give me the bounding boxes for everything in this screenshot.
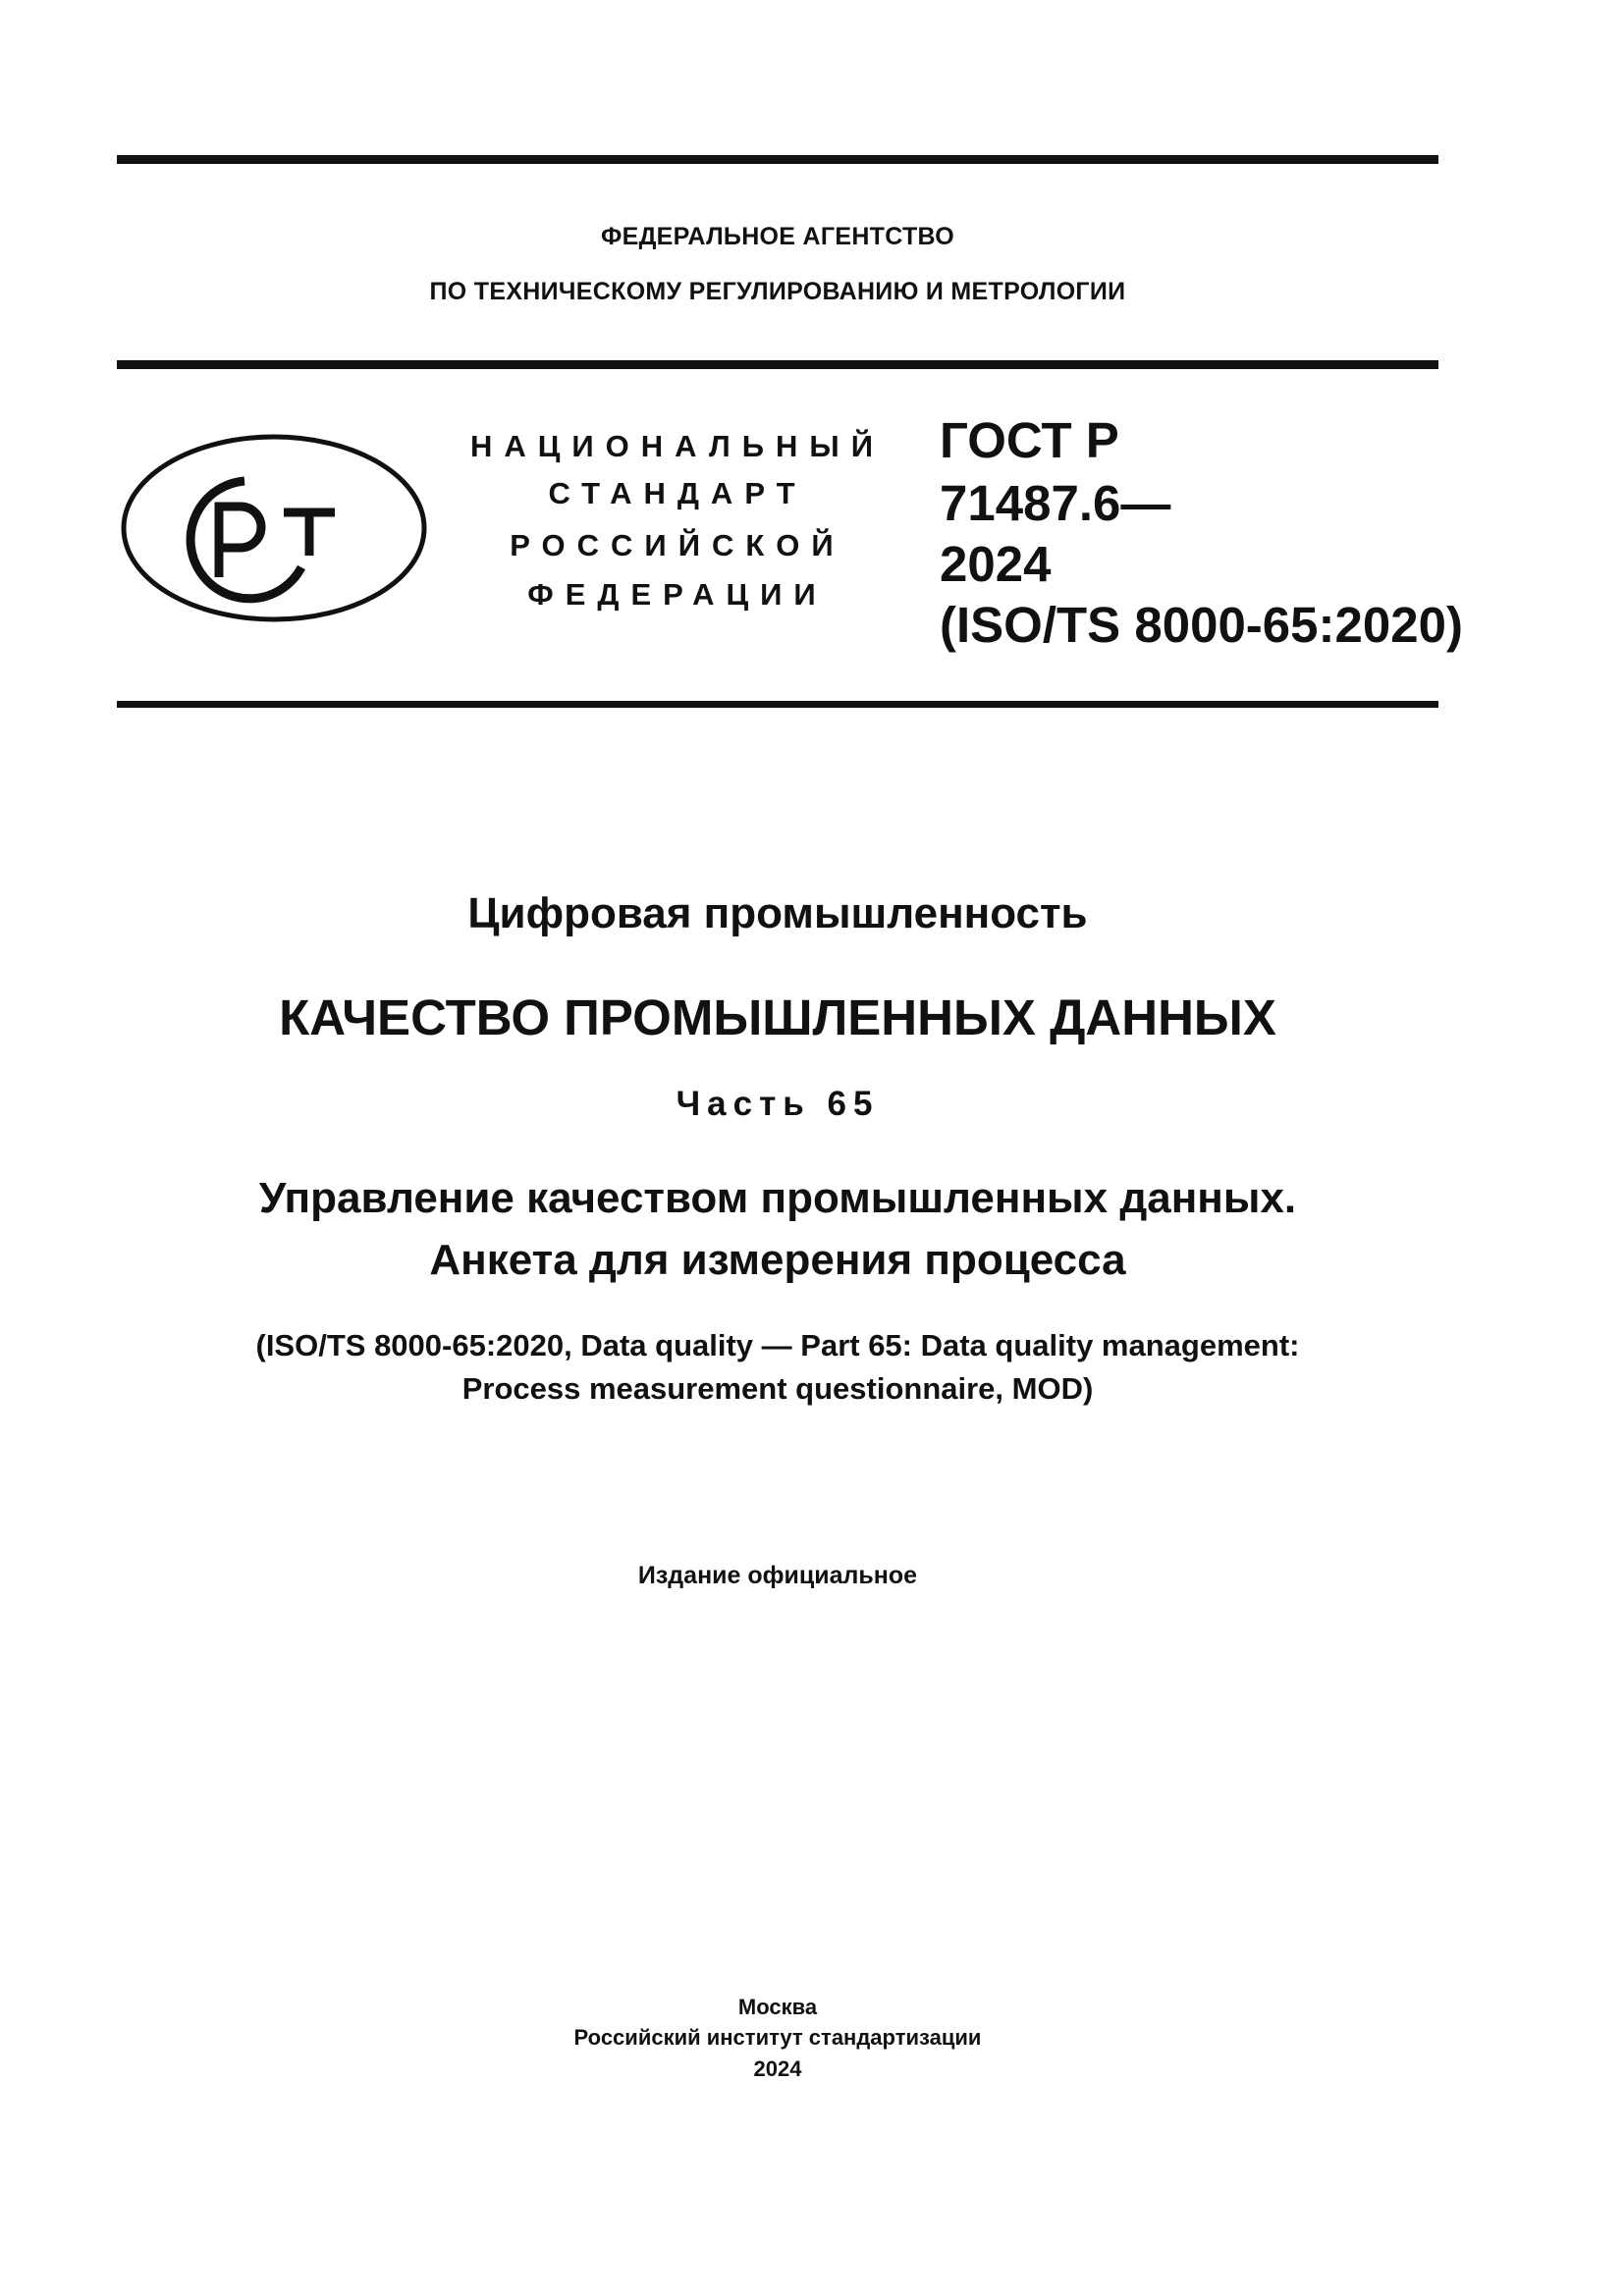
- document-subtitle-line-2: Анкета для измерения процесса: [429, 1236, 1126, 1284]
- standard-type-line-3: РОССИЙСКОЙ: [510, 528, 845, 562]
- international-reference-line-1: (ISO/TS 8000-65:2020, Data quality — Part 65: Data quality management:: [255, 1328, 1300, 1362]
- top-divider: [117, 155, 1438, 164]
- agency-name-line-1: ФЕДЕРАЛЬНОЕ АГЕНТСТВО: [600, 223, 955, 250]
- document-part: Часть 65: [676, 1085, 880, 1123]
- international-reference-line-2: Process measurement questionnaire, MOD): [461, 1371, 1094, 1406]
- designation-line-3: 2024: [940, 536, 1052, 592]
- designation-line-4: (ISO/TS 8000-65:2020): [940, 597, 1463, 653]
- document-title: КАЧЕСТВО ПРОМЫШЛЕННЫХ ДАННЫХ: [279, 989, 1276, 1045]
- designation-line-1: ГОСТ Р: [940, 412, 1119, 468]
- publisher-institute: Российский институт стандартизации: [573, 2025, 982, 2050]
- agency-name-line-2: ПО ТЕХНИЧЕСКОМУ РЕГУЛИРОВАНИЮ И МЕТРОЛОГИИ: [429, 278, 1126, 305]
- designation-line-2: 71487.6—: [940, 475, 1171, 531]
- publisher-city: Москва: [737, 1995, 818, 2019]
- standard-type-line-2: СТАНДАРТ: [548, 476, 807, 510]
- middle-divider: [117, 360, 1438, 369]
- standard-type-line-1: НАЦИОНАЛЬНЫЙ: [469, 429, 886, 463]
- publisher-year: 2024: [753, 2056, 802, 2081]
- document-subtitle-line-1: Управление качеством промышленных данных.: [258, 1174, 1297, 1222]
- edition-label: Издание официальное: [637, 1562, 918, 1589]
- standard-type-line-4: ФЕДЕРАЦИИ: [527, 577, 828, 612]
- document-subject: Цифровая промышленность: [467, 889, 1088, 937]
- bottom-divider: [117, 701, 1438, 708]
- rst-certification-logo-icon: [117, 430, 431, 626]
